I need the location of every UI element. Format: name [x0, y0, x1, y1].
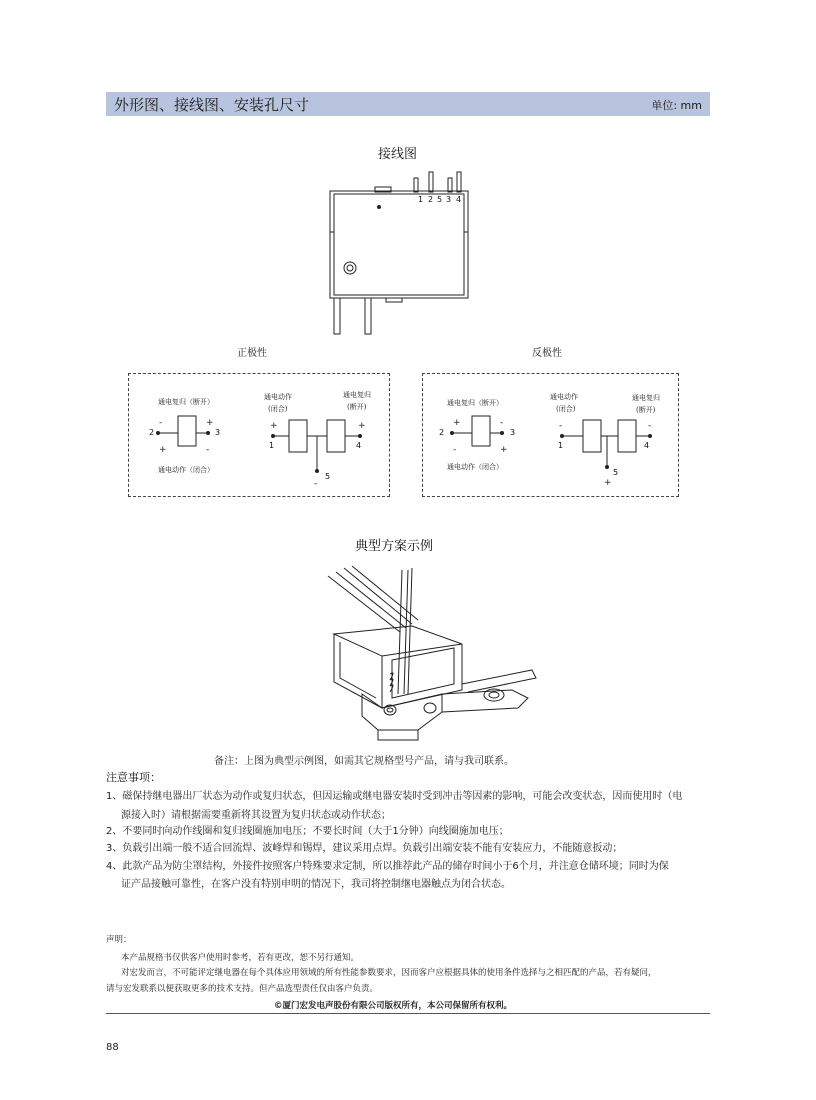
pin-label-2: 2	[428, 195, 434, 204]
neg-right-top-right-label: 通电复归	[632, 394, 660, 402]
pos-right-top-right-label: 通电复归	[343, 391, 371, 399]
wiring-diagram-title: 接线图	[378, 147, 418, 162]
example-title: 典型方案示例	[355, 539, 434, 554]
footer-rule	[106, 1013, 710, 1014]
pos-pin-1: 1	[269, 441, 275, 450]
declaration-line-1: 本产品规格书仅供客户使用时参考，若有更改，恕不另行通知。	[121, 953, 360, 963]
neg-pin-1: 1	[558, 441, 564, 450]
neg-left-top-label: 通电复归（断开）	[447, 399, 503, 407]
neg-right-top-left-label: 通电动作	[550, 393, 578, 401]
note-line-1-cont: 源接入时）请根据需要重新将其设置为复归状态或动作状态；	[121, 810, 391, 821]
neg-right-top-right-label2: (断开)	[636, 406, 656, 414]
note-line-4: 4、此款产品为防尘罩结构，外接件按照客户特殊要求定制，所以推荐此产品的储存时间小于6个月，并注意仓储环境；同时为保	[106, 861, 669, 872]
svg-text:-: -	[159, 418, 163, 428]
note-line-2: 2、不要同时向动作线圈和复归线圈施加电压；不要长时间（大于1分钟）向线圈施加电压；	[106, 826, 509, 837]
negative-polarity-label: 反极性	[532, 348, 562, 359]
unit-label: 单位: mm	[651, 99, 702, 112]
pos-left-top-label: 通电复归（断开）	[158, 398, 214, 406]
svg-text:-: -	[648, 421, 652, 431]
declaration-line-2: 对宏发而言，不可能评定继电器在每个具体应用领域的所有性能参数要求，因而客户应根据具体的使用条件选择与之相匹配的产品，若有疑问，	[121, 968, 657, 978]
svg-text:-: -	[314, 479, 318, 489]
section-header-bar	[106, 92, 710, 116]
pos-right-top-left-label2: (闭合)	[268, 405, 288, 413]
pos-pin-3: 3	[215, 428, 221, 437]
example-relay-illustration	[322, 562, 542, 742]
pin-label-3: 3	[446, 195, 452, 204]
notes-title: 注意事项：	[106, 771, 161, 784]
pos-right-top-left-label: 通电动作	[264, 393, 292, 401]
svg-text:-: -	[206, 445, 210, 455]
neg-pin-2: 2	[439, 428, 445, 437]
neg-right-top-left-label2: (闭合)	[556, 405, 576, 413]
neg-left-bottom-label: 通电动作（闭合）	[447, 463, 503, 471]
copyright-notice: ©厦门宏发电声股份有限公司版权所有，本公司保留所有权利。	[274, 1001, 513, 1011]
svg-text:-: -	[453, 445, 457, 455]
pos-pin-2: 2	[149, 428, 155, 437]
note-line-4-cont: 证产品接触可靠性，在客户没有特别申明的情况下，我司将控制继电器触点为闭合状态。	[121, 879, 511, 890]
svg-text:+: +	[270, 421, 278, 431]
section-title: 外形图、接线图、安装孔尺寸	[114, 96, 310, 114]
example-remark: 备注：上图为典型示例图，如需其它规格型号产品，请与我司联系。	[214, 756, 514, 767]
pos-left-bottom-label: 通电动作（闭合）	[158, 466, 214, 474]
svg-text:+: +	[159, 445, 167, 455]
pos-pin-5: 5	[325, 472, 331, 481]
svg-text:+: +	[500, 445, 508, 455]
pin-label-1: 1	[418, 195, 424, 204]
pin-label-5: 5	[437, 195, 443, 204]
declaration-title: 声明：	[106, 935, 132, 945]
page-number: 88	[106, 1042, 119, 1053]
pin-label-4: 4	[456, 195, 462, 204]
declaration-line-3: 请与宏发联系以便获取更多的技术支持。但产品选型责任仅由客户负责。	[106, 984, 379, 994]
svg-text:-: -	[500, 418, 504, 428]
svg-text:+: +	[604, 478, 612, 488]
pos-right-top-right-label2: (断开)	[347, 403, 367, 411]
note-line-3: 3、负载引出端一般不适合回流焊、波峰焊和锡焊，建议采用点焊。负载引出端安装不能有安装应力，不能随意扳动；	[106, 843, 623, 854]
neg-pin-3: 3	[510, 428, 516, 437]
neg-pin-4: 4	[644, 441, 650, 450]
svg-text:+: +	[358, 421, 366, 431]
positive-polarity-label: 正极性	[237, 348, 267, 359]
svg-text:-: -	[559, 421, 563, 431]
svg-text:+: +	[453, 418, 461, 428]
pos-pin-4: 4	[356, 441, 362, 450]
neg-pin-5: 5	[613, 468, 619, 477]
note-line-1: 1、磁保持继电器出厂状态为动作或复归状态，但因运输或继电器安装时受到冲击等因素的影响，可能会改变状态，因而使用时（电	[106, 791, 683, 802]
svg-text:+: +	[206, 418, 214, 428]
